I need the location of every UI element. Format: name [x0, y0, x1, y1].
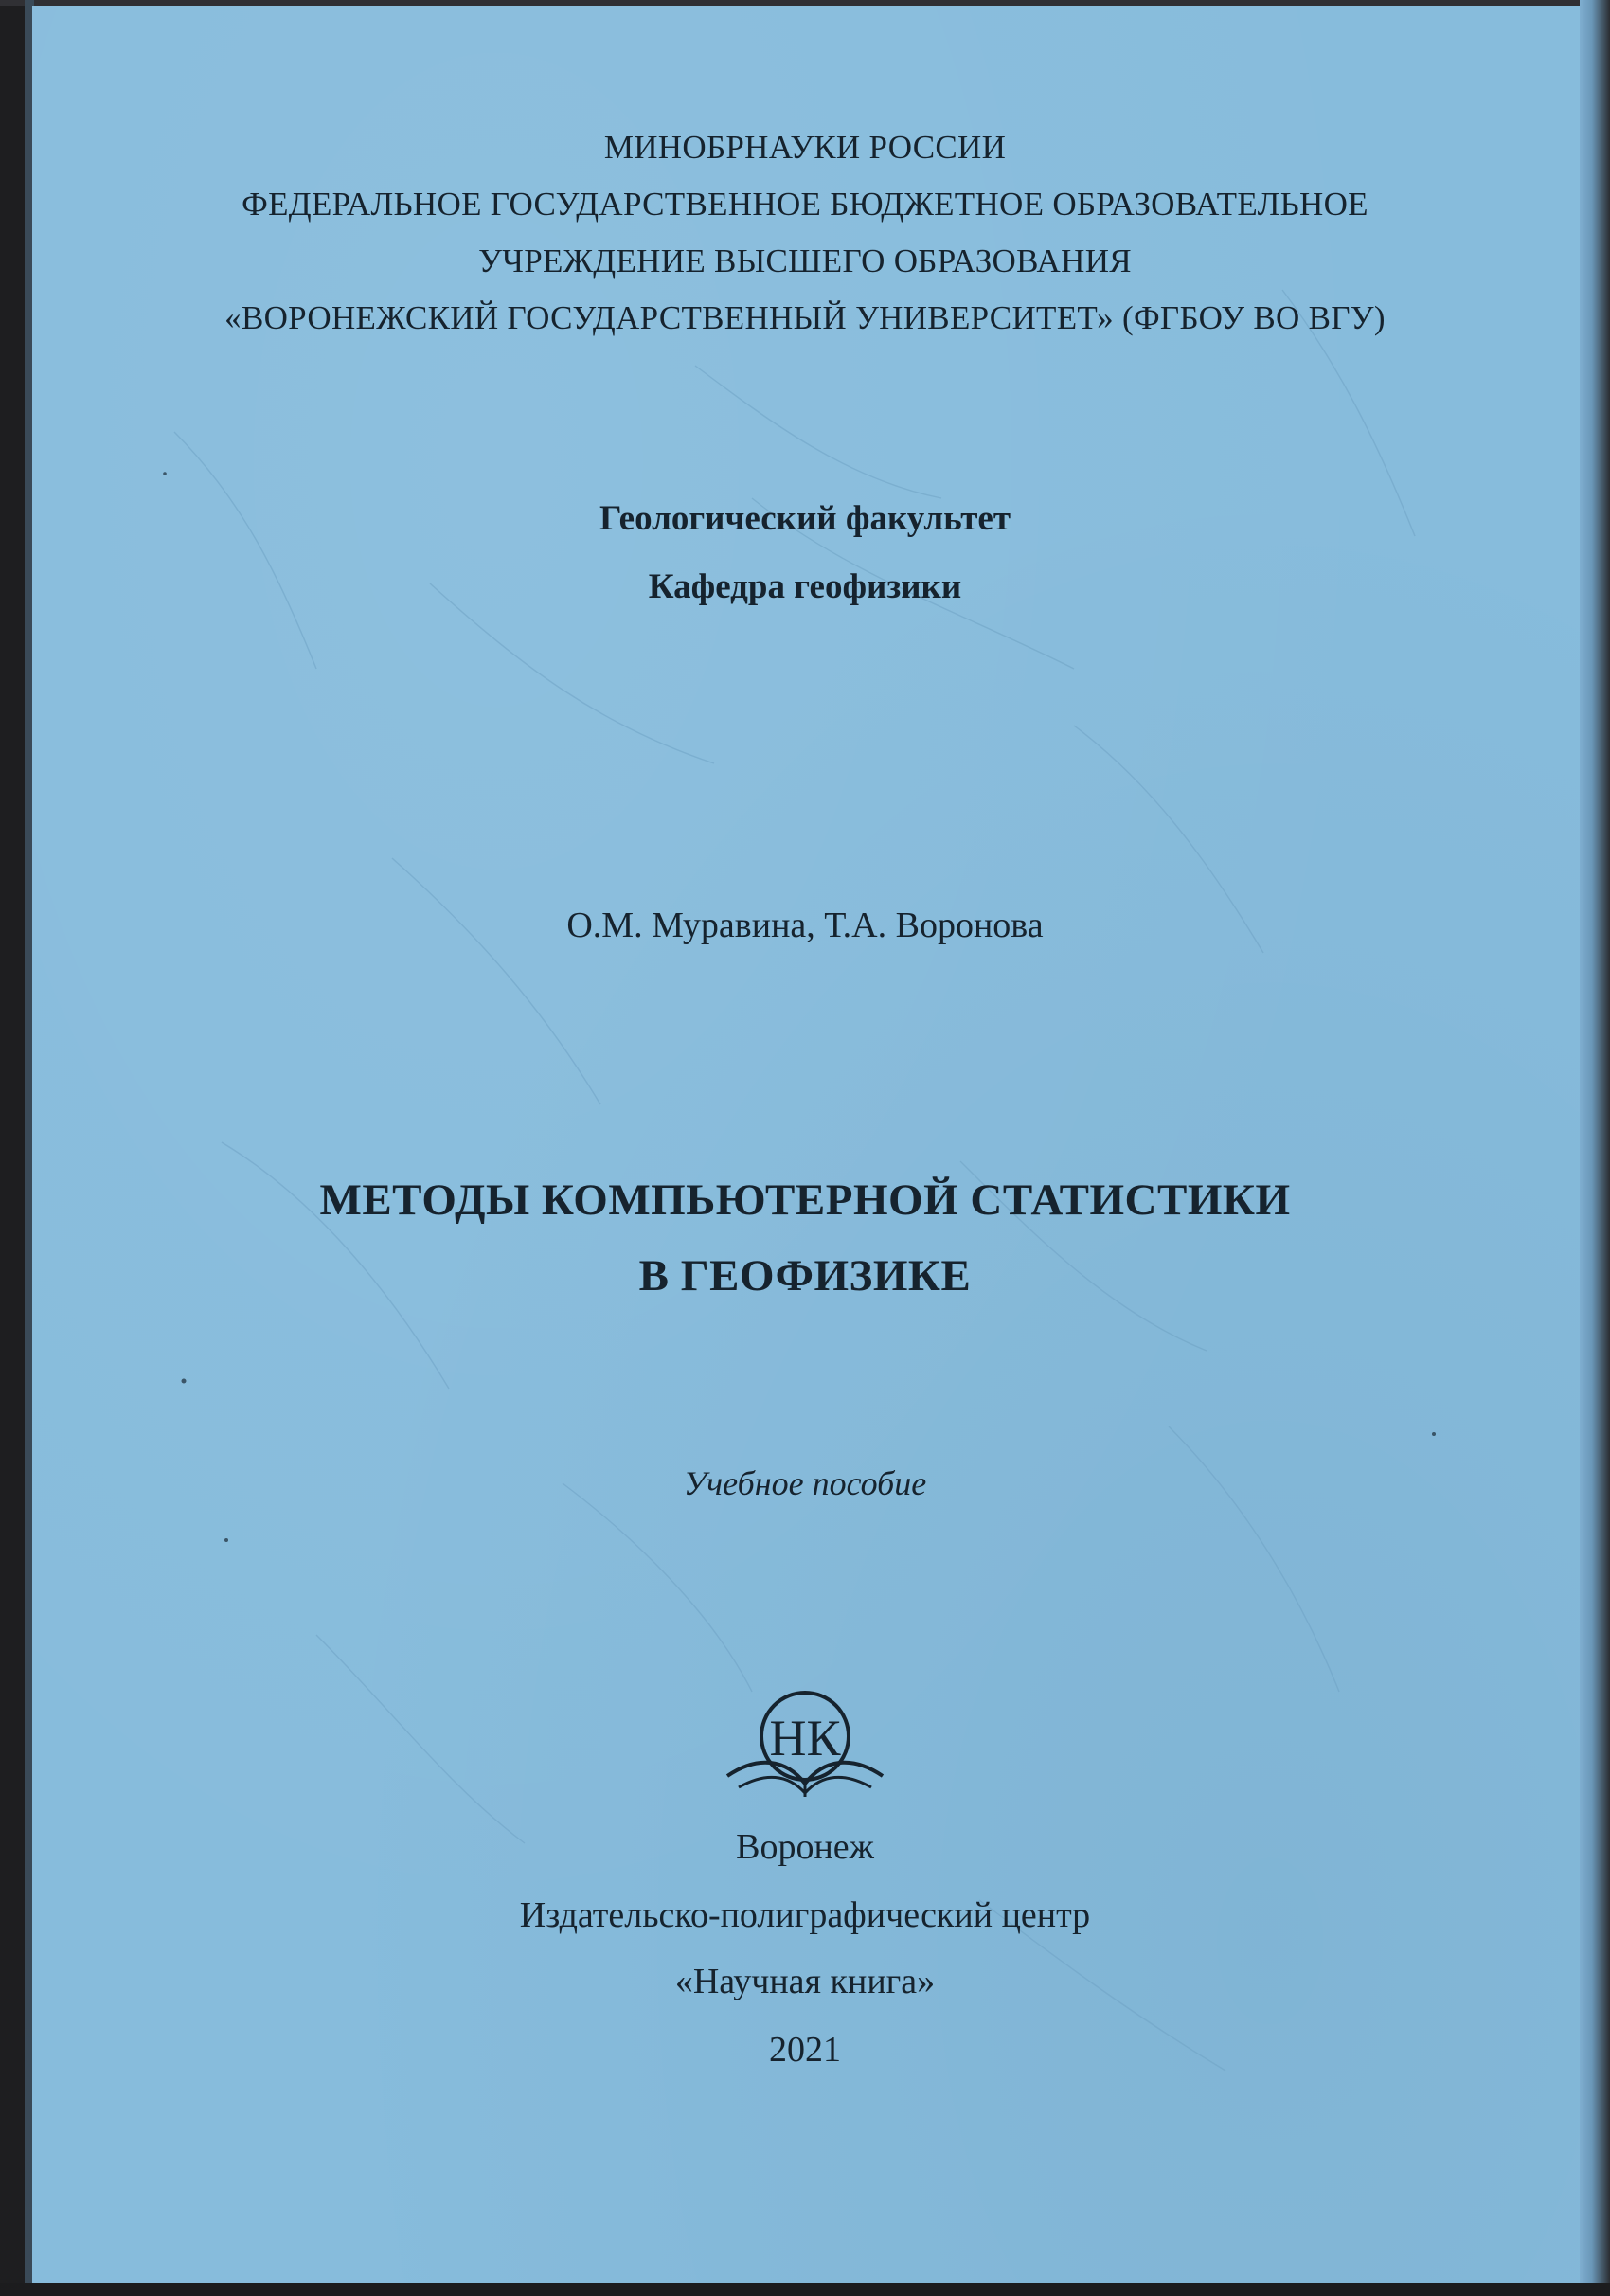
- scan-edge-bottom: [0, 2283, 1610, 2296]
- publication-city: Воронеж: [736, 1827, 874, 1867]
- book-cover: [32, 6, 1582, 2283]
- book-type: Учебное пособие: [683, 1464, 927, 1502]
- faculty-name: Геологический факультет: [599, 499, 1011, 538]
- publisher-name-line-1: Издательско-полиграфический центр: [519, 1895, 1091, 1935]
- institution-header-line-1: ФЕДЕРАЛЬНОЕ ГОСУДАРСТВЕННОЕ БЮДЖЕТНОЕ ОБРАЗОВАТЕЛЬНОЕ: [242, 186, 1368, 223]
- institution-header-line-2: УЧРЕЖДЕНИЕ ВЫСШЕГО ОБРАЗОВАНИЯ: [478, 242, 1132, 279]
- scan-edge-right: [1580, 0, 1610, 2296]
- department-name: Кафедра геофизики: [648, 567, 962, 606]
- authors: О.М. Муравина, Т.А. Воронова: [566, 906, 1044, 945]
- logo-letters: НК: [769, 1710, 841, 1767]
- publisher-name-line-2: «Научная книга»: [674, 1962, 936, 2001]
- open-book-logo-icon: [720, 1681, 890, 1804]
- book-title-line-2: В ГЕОФИЗИКЕ: [638, 1251, 972, 1300]
- university-name: «ВОРОНЕЖСКИЙ ГОСУДАРСТВЕННЫЙ УНИВЕРСИТЕТ» (ФГБОУ ВО ВГУ): [224, 299, 1386, 336]
- ministry-header: МИНОБРНАУКИ РОССИИ: [603, 129, 1007, 166]
- book-title-line-1: МЕТОДЫ КОМПЬЮТЕРНОЙ СТАТИСТИКИ: [319, 1175, 1291, 1225]
- publication-year: 2021: [769, 2030, 841, 2070]
